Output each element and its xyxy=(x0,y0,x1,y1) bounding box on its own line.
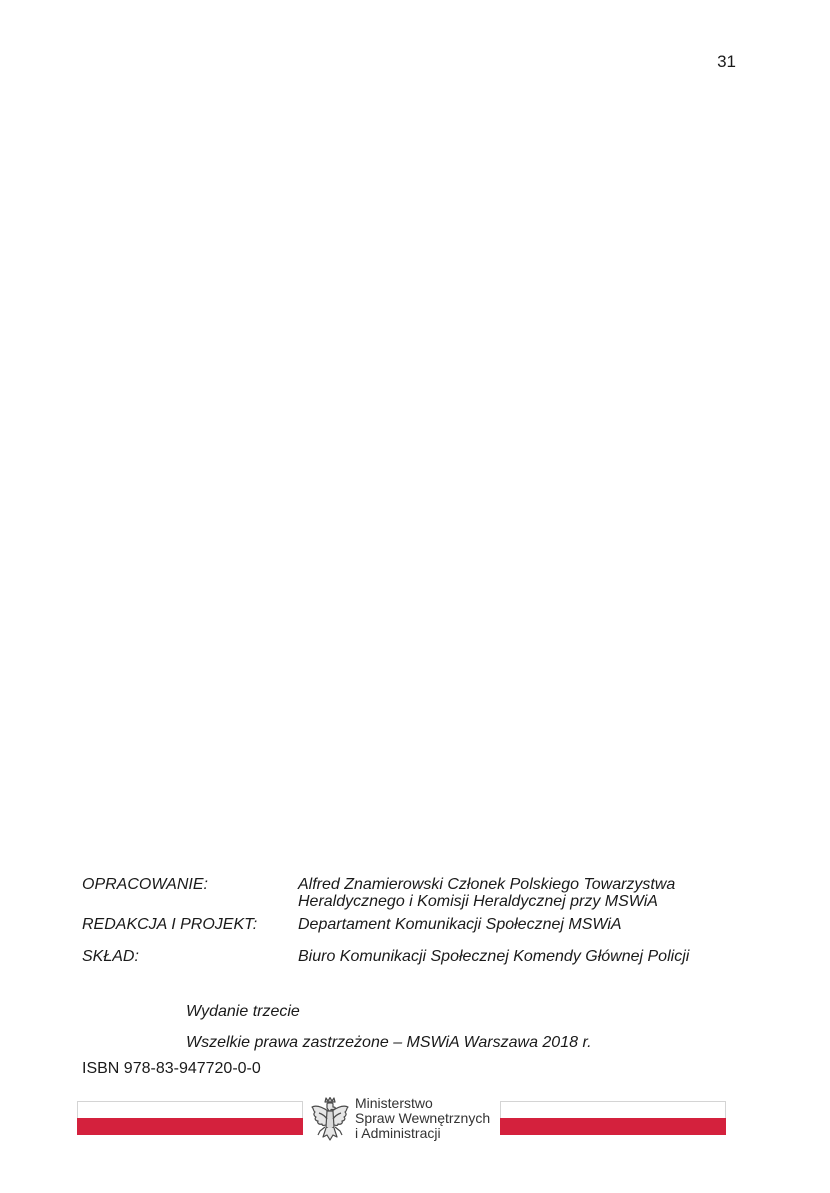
page-number: 31 xyxy=(717,52,736,71)
credit-row-opracowanie xyxy=(82,876,762,916)
ministry-name xyxy=(355,1096,490,1141)
credit-label: SKŁAD: xyxy=(82,948,139,965)
credit-value-line: Heraldycznego i Komisji Heraldycznej przy MSWiA xyxy=(298,893,658,910)
flag-white-stripe xyxy=(500,1101,726,1118)
ministry-name-line: Spraw Wewnętrznych xyxy=(355,1110,491,1126)
credit-value-line: Alfred Znamierowski Członek Polskiego Towarzystwa xyxy=(298,876,676,893)
credit-row-sklad xyxy=(82,948,762,980)
credit-value xyxy=(298,916,758,933)
polish-flag-left xyxy=(77,1101,303,1135)
credits-block xyxy=(82,876,762,980)
polish-eagle-emblem-icon xyxy=(310,1097,350,1143)
credit-value xyxy=(298,948,758,965)
edition-note: Wydanie trzecie xyxy=(186,1003,300,1020)
credit-value xyxy=(298,876,758,910)
ministry-name-line: Ministerstwo xyxy=(355,1095,433,1111)
polish-flag-right xyxy=(500,1101,726,1135)
rights-note: Wszelkie prawa zastrzeżone – MSWiA Warszawa 2018 r. xyxy=(186,1034,592,1051)
credit-value-line: Biuro Komunikacji Społecznej Komendy Głównej Policji xyxy=(298,948,690,965)
ministry-name-line: i Administracji xyxy=(355,1125,441,1141)
credit-row-redakcja xyxy=(82,916,762,948)
flag-red-stripe xyxy=(500,1118,726,1135)
flag-red-stripe xyxy=(77,1118,303,1135)
credit-label: REDAKCJA I PROJEKT: xyxy=(82,916,258,933)
flag-white-stripe xyxy=(77,1101,303,1118)
isbn: ISBN 978-83-947720-0-0 xyxy=(82,1060,261,1077)
credit-label: OPRACOWANIE: xyxy=(82,876,208,893)
credit-value-line: Departament Komunikacji Społecznej MSWiA xyxy=(298,916,622,933)
